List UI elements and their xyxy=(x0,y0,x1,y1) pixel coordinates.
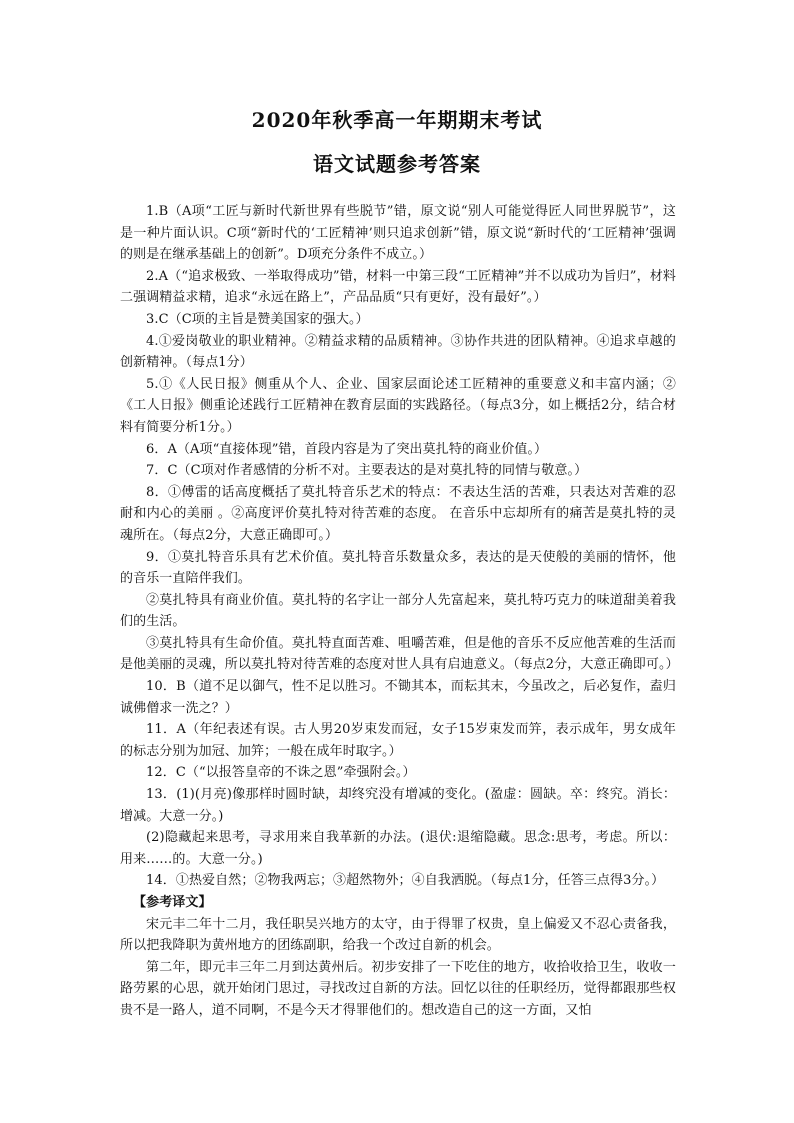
page-subtitle: 语文试题参考答案 xyxy=(313,152,481,176)
answer-5: 5.①《人民日报》侧重从个人、企业、国家层面论述工匠精神的重要意义和丰富内涵；②《工人日报》侧重论述践行工匠精神在教育层面的实践路径。（每点3分，如上概括2分，结合材料有简要分析1分。） xyxy=(120,376,676,435)
answer-14: 14．①热爱自然；②物我两忘；③超然物外；④自我洒脱。（每点1分，任答三点得3分。） xyxy=(146,873,665,889)
answer-body xyxy=(120,201,679,1022)
answer-4: 4.①爱岗敬业的职业精神。②精益求精的品质精神。③协作共进的团队精神。④追求卓越的创新精神。（每点1分） xyxy=(120,333,676,371)
answer-10: 10．B（道不足以御气，性不足以胜习。不锄其本，而耘其末，今虽改之，后必复作，盍归诚佛僧求一洗之？） xyxy=(120,679,676,716)
answer-6: 6．A（A项“直接体现”错，首段内容是为了突出莫扎特的商业价值。） xyxy=(146,441,548,457)
answer-2: 2.A（“追求极致、一举取得成功”错，材料一中第三段“工匠精神”并不以成功为旨归”，材料二强调精益求精，追求“永远在路上”，产品品质“只有更好，没有最好”。） xyxy=(120,268,676,306)
answer-9-point-3: ③莫扎特具有生命价值。莫扎特直面苦难、咀嚼苦难，但是他的音乐不反应他苦难的生活而是他美丽的灵魂，所以莫扎特对待苦难的态度对世人具有启迪意义。（每点2分，大意正确即可。） xyxy=(120,635,679,673)
translation-heading: 【参考译文】 xyxy=(133,895,212,910)
answer-13-part-2: (2)隐藏起来思考，寻求用来自我革新的办法。(退伏:退缩隐藏。思念:思考，考虑。所以：用来……的。大意一分。) xyxy=(120,830,676,867)
answer-3: 3.C（C项的主旨是赞美国家的强大。） xyxy=(146,311,369,327)
answer-11: 11．A（年纪表述有误。古人男20岁束发而冠，女子15岁束发而笄，表示成年，男女成年的标志分别为加冠、加笄；一般在成年时取字。） xyxy=(120,722,676,759)
answer-9-point-1: 9．①莫扎特音乐具有艺术价值。莫扎特音乐数量众多，表达的是天使般的美丽的情怀，他的音乐一直陪伴我们。 xyxy=(120,549,676,587)
answer-8: 8．①傅雷的话高度概括了莫扎特音乐艺术的特点：不表达生活的苦难，只表达对苦难的忍耐和内心的美丽 。②高度评价莫扎特对待苦难的态度。 在音乐中忘却所有的痛苦是莫扎特的灵魂所在。（每点2分，大意正确即可。） xyxy=(120,484,676,543)
page-title: 2020年秋季高一年期期末考试 xyxy=(251,108,543,132)
answer-9-point-2: ②莫扎特具有商业价值。莫扎特的名字让一部分人先富起来，莫扎特巧克力的味道甜美着我们的生活。 xyxy=(120,592,676,630)
answer-1: 1.B（A项“工匠与新时代新世界有些脱节”错，原文说“别人可能觉得匠人同世界脱节”，这是一种片面认识。C项“新时代的‘工匠精神’则只追求创新”错，原文说“新时代的‘工匠精神’强调的则是在继承基础上的创新”。D项充分条件不成立。） xyxy=(120,204,676,263)
answer-12: 12．C（“以报答皇帝的不诛之恩”牵强附会。） xyxy=(146,765,416,781)
answer-7: 7．C（C项对作者感情的分析不对。主要表达的是对莫扎特的同情与敬意。） xyxy=(146,463,588,479)
translation-paragraph-2: 第二年，即元丰三年二月到达黄州后。初步安排了一下吃住的地方，收拾收拾卫生，收收一路劳累的心思，就开始闭门思过，寻找改过自新的方法。回忆以往的任职经历，觉得都跟那些权贵不是一路人，道不同啊，不是今天才得罪他们的。想改造自己的这一方面，又怕 xyxy=(120,959,676,1018)
answer-13-part-1: 13．(1)(月亮)像那样时圆时缺，却终究没有增减的变化。(盈虚：圆缺。卒：终究。消长：增减。大意一分。) xyxy=(120,787,676,824)
translation-paragraph-1: 宋元丰二年十二月，我任职吴兴地方的太守，由于得罪了权贵，皇上偏爱又不忍心责备我，所以把我降职为黄州地方的团练副职，给我一个改过自新的机会。 xyxy=(120,916,676,954)
